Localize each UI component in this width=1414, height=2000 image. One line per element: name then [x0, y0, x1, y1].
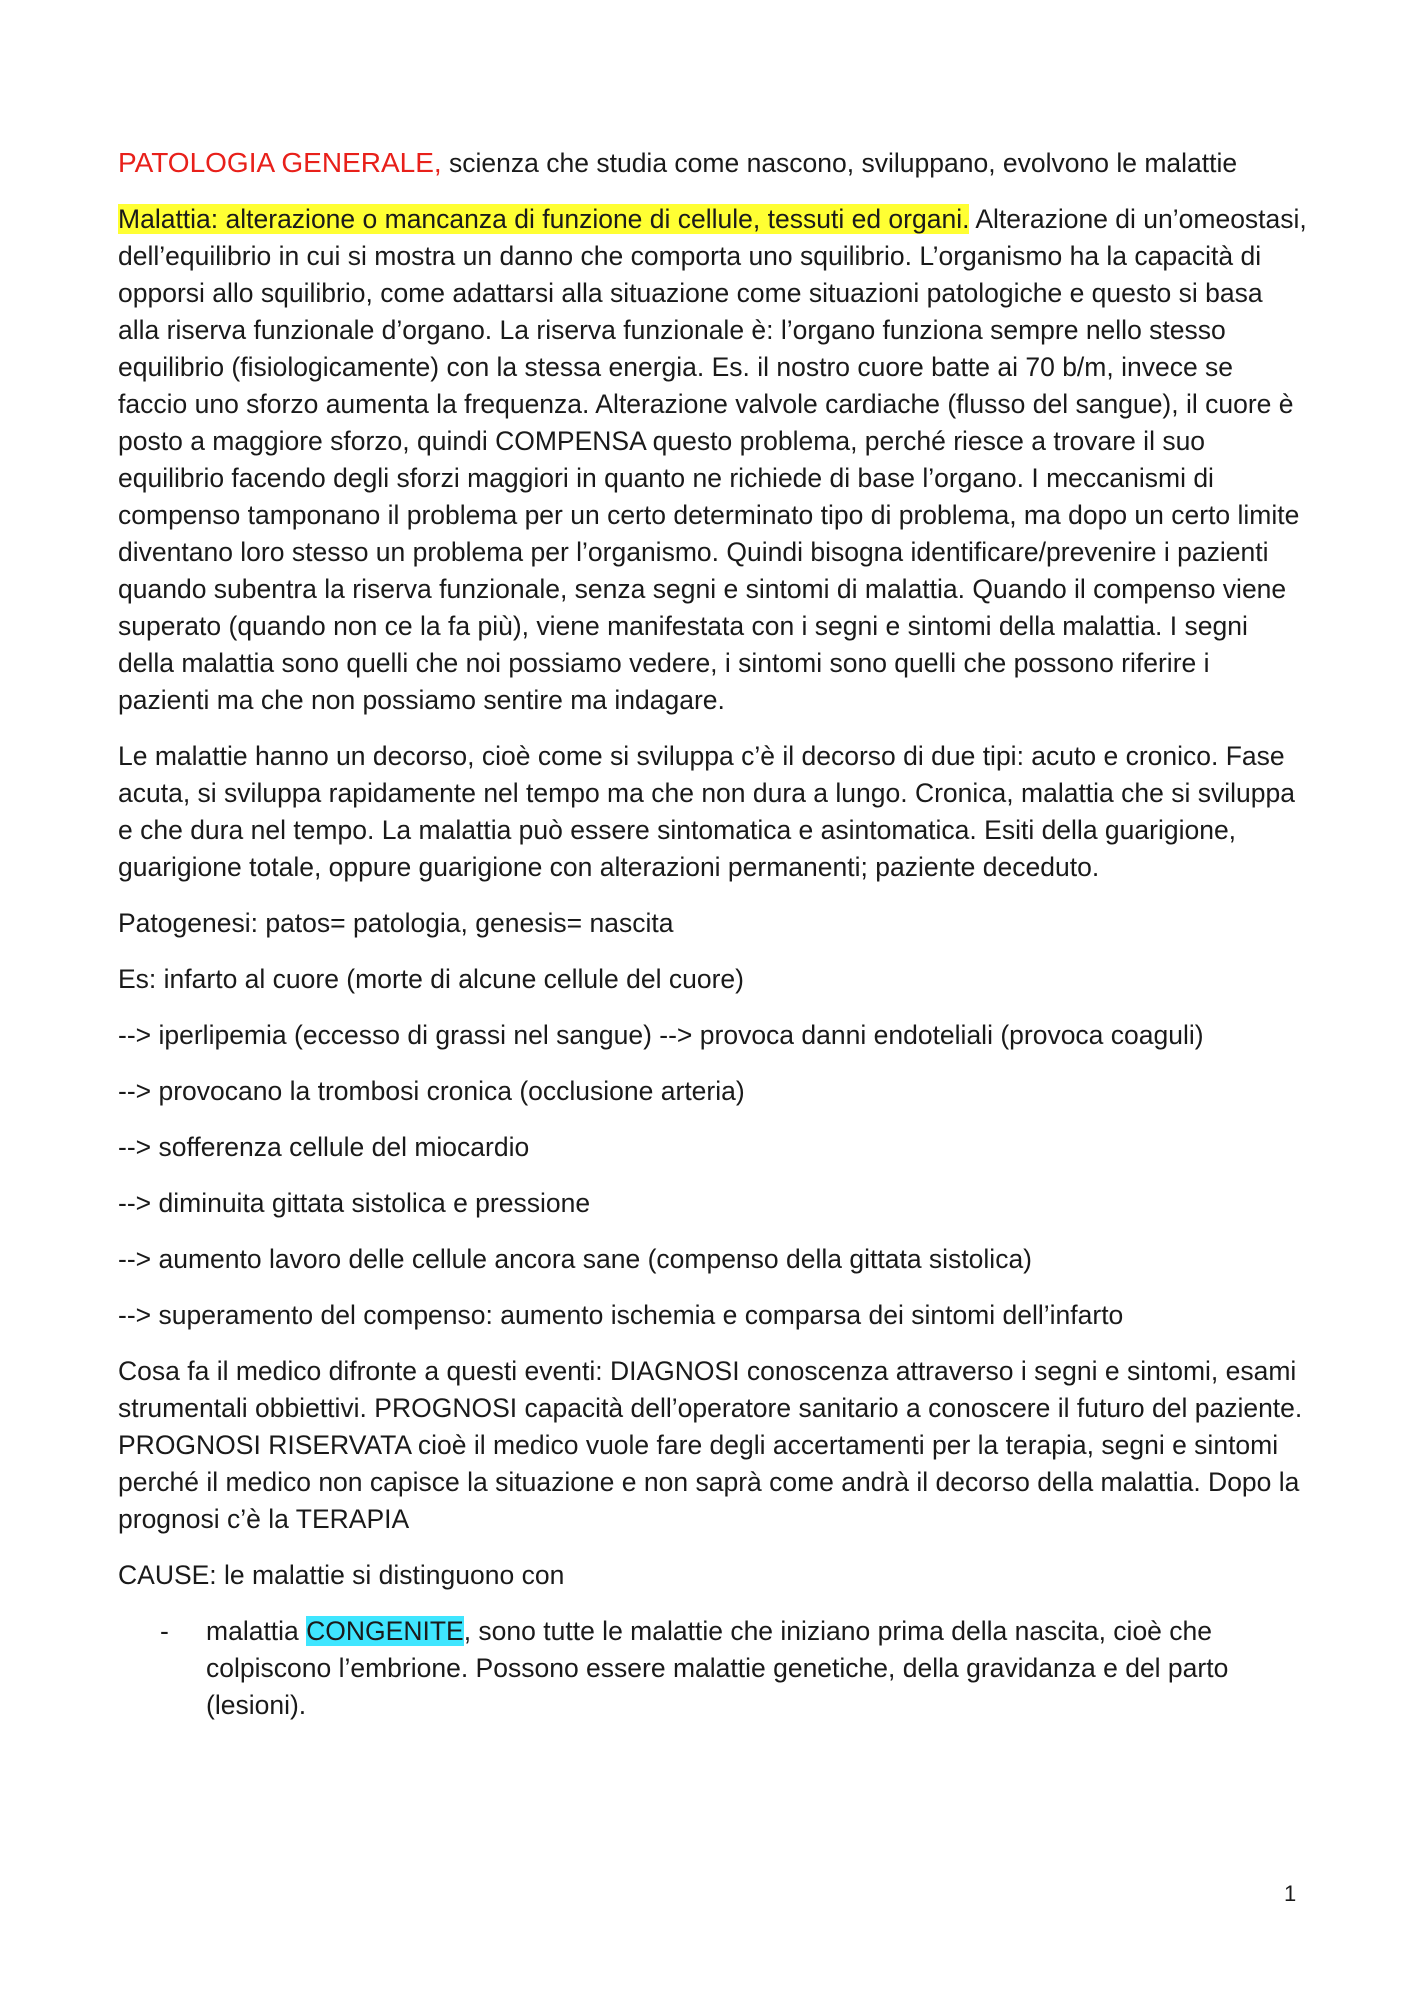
- text-run: Le malattie hanno un decorso, cioè come si sviluppa c’è il decorso di due tipi: acuto e cronico. Fase acuta, si sviluppa rapidamente nel tempo ma che non dura a lungo. Cronica, malattia che si sviluppa e che dura nel tempo. La malattia può essere sintomatica e asintomatica. Esiti della guarigione, guarigione totale, oppure guarigione con alterazioni permanenti; paziente deceduto.: [118, 741, 1295, 882]
- text-run: Patogenesi: patos= patologia, genesis= nascita: [118, 908, 674, 938]
- body-paragraph: [118, 201, 1308, 719]
- body-paragraph: [118, 1073, 1308, 1110]
- body-paragraph: [118, 1241, 1308, 1278]
- text-run: Es: infarto al cuore (morte di alcune cellule del cuore): [118, 964, 744, 994]
- text-run: CAUSE: le malattie si distinguono con: [118, 1560, 565, 1590]
- body-paragraph: [118, 1017, 1308, 1054]
- text-run: , sono tutte le malattie che iniziano prima della nascita, cioè che colpiscono l’embrione. Possono essere malattie genetiche, della gravidanza e del parto (lesioni).: [206, 1616, 1229, 1720]
- document-title-paragraph: [118, 144, 1308, 182]
- document-body: [118, 144, 1308, 1743]
- document-title: PATOLOGIA GENERALE,: [118, 147, 442, 178]
- text-run: scienza che studia come nascono, sviluppano, evolvono le malattie: [441, 148, 1238, 178]
- text-run: malattia: [206, 1616, 307, 1646]
- text-run: --> provocano la trombosi cronica (occlusione arteria): [118, 1076, 745, 1106]
- page-number: 1: [1284, 1881, 1297, 1906]
- text-run: --> aumento lavoro delle cellule ancora sane (compenso della gittata sistolica): [118, 1244, 1033, 1274]
- text-run: Cosa fa il medico difronte a questi eventi: DIAGNOSI conoscenza attraverso i segni e sintomi, esami strumentali obbiettivi. PROGNOSI capacità dell’operatore sanitario a conoscere il futuro del paziente. PROGNOSI RISERVATA cioè il medico vuole fare degli accertamenti per la terapia, segni e sintomi perché il medico non capisce la situazione e non saprà come andrà il decorso della malattia. Dopo la prognosi c’è la TERAPIA: [118, 1356, 1303, 1534]
- body-paragraph: [118, 1353, 1308, 1538]
- body-paragraph: [118, 1297, 1308, 1334]
- body-paragraph: [118, 738, 1308, 886]
- bullet-item: [118, 1613, 1308, 1724]
- text-run: --> sofferenza cellule del miocardio: [118, 1132, 530, 1162]
- highlighted-term: CONGENITE: [306, 1616, 464, 1646]
- bullet-marker: -: [160, 1616, 169, 1646]
- highlighted-definition: Malattia: alterazione o mancanza di funzione di cellule, tessuti ed organi.: [118, 204, 970, 234]
- body-paragraph: [118, 961, 1308, 998]
- text-run: --> superamento del compenso: aumento ischemia e comparsa dei sintomi dell’infarto: [118, 1300, 1124, 1330]
- body-paragraph: [118, 1557, 1308, 1594]
- body-paragraph: [118, 1185, 1308, 1222]
- body-paragraph: [118, 1129, 1308, 1166]
- body-paragraph: [118, 905, 1308, 942]
- text-run: --> iperlipemia (eccesso di grassi nel sangue) --> provoca danni endoteliali (provoca coaguli): [118, 1020, 1204, 1050]
- text-run: Alterazione di un’omeostasi, dell’equilibrio in cui si mostra un danno che comporta uno squilibrio. L’organismo ha la capacità di opporsi allo squilibrio, come adattarsi alla situazione come situazioni patologiche e questo si basa alla riserva funzionale d’organo. La riserva funzionale è: l’organo funziona sempre nello stesso equilibrio (fisiologicamente) con la stessa energia. Es. il nostro cuore batte ai 70 b/m, invece se faccio uno sforzo aumenta la frequenza. Alterazione valvole cardiache (flusso del sangue), il cuore è posto a maggiore sforzo, quindi COMPENSA questo problema, perché riesce a trovare il suo equilibrio facendo degli sforzi maggiori in quanto ne richiede di base l’organo. I meccanismi di compenso tamponano il problema per un certo determinato tipo di problema, ma dopo un certo limite diventano loro stesso un problema per l’organismo. Quindi bisogna identificare/prevenire i pazienti quando subentra la riserva funzionale, senza segni e sintomi di malattia. Quando il compenso viene superato (quando non ce la fa più), viene manifestata con i segni e sintomi della malattia. I segni della malattia sono quelli che noi possiamo vedere, i sintomi sono quelli che possono riferire i pazienti ma che non possiamo sentire ma indagare.: [118, 204, 1307, 715]
- text-run: --> diminuita gittata sistolica e pressione: [118, 1188, 591, 1218]
